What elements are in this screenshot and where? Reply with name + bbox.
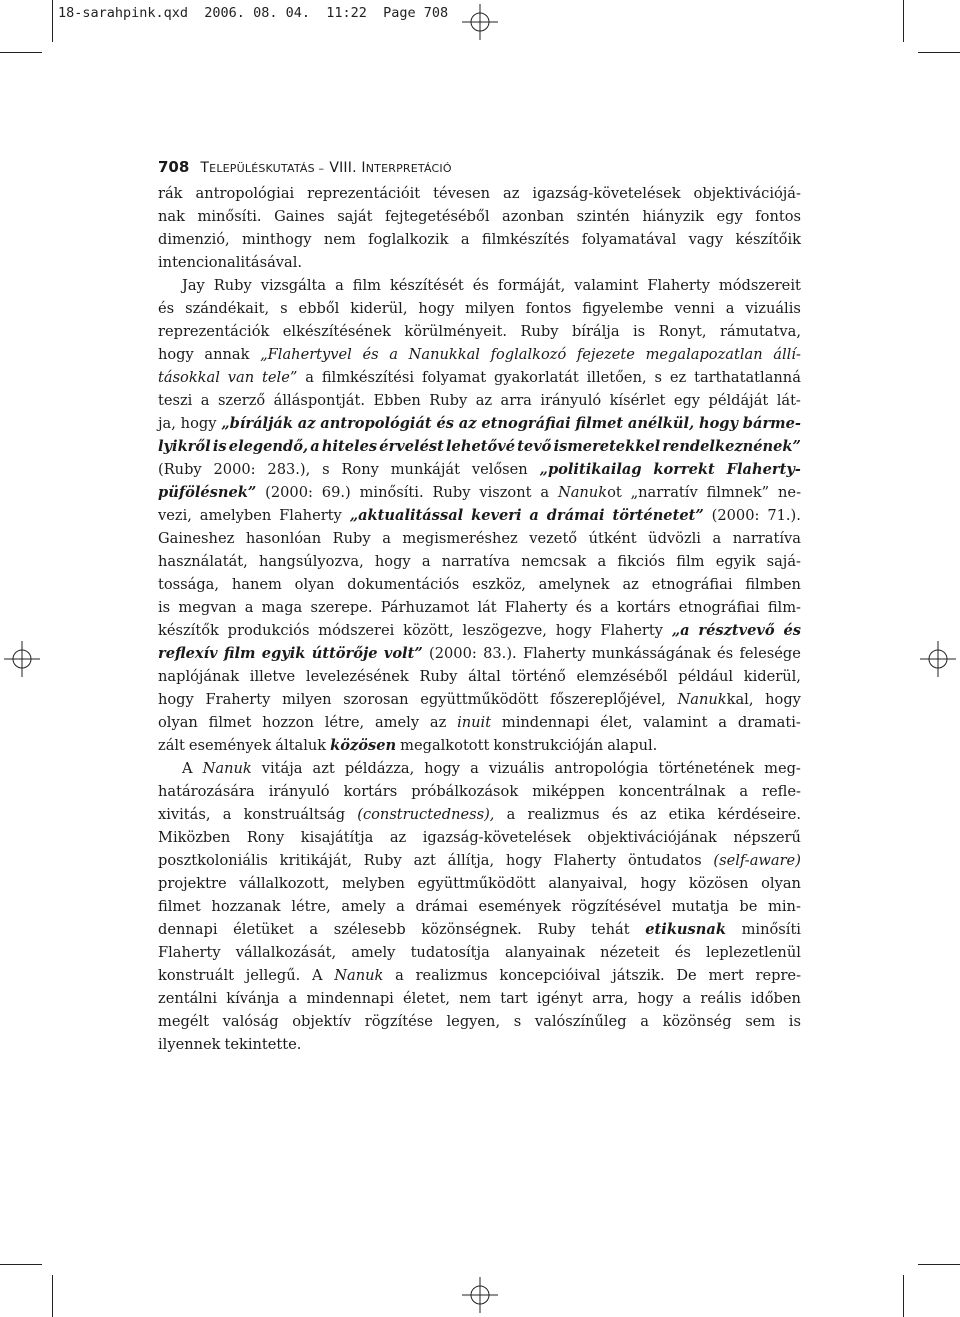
- text-line: Miközben Rony kisajátítja az igazság-követelések objektivációjának népszerű: [158, 829, 801, 846]
- text-line: reprezentációk elkészítésének körülményeit. Ruby bírálja is Ronyt, rámutatva,: [158, 323, 801, 340]
- crop-mark-top-right-h: [918, 52, 960, 53]
- text-line: A Nanuk vitája azt példázza, hogy a vizuális antropológia történetének meg-: [182, 760, 801, 777]
- text-line: határozására irányuló kortárs próbálkozások miképpen koncentrálnak a refle-: [158, 783, 801, 800]
- crop-mark-top-left-v: [52, 0, 53, 42]
- text-line: lyikről is elegendő, a hiteles érvelést lehetővé tevő ismeretekkel rendelkeznének”: [158, 438, 801, 455]
- text-line: intencionalitásával.: [158, 254, 303, 271]
- text-line: rák antropológiai reprezentációit tévesen az igazság-követelések objektivációjá-: [158, 185, 801, 202]
- text-line: naplójának illetve levelezésének Ruby által történő elemzéséből például kiderül,: [158, 668, 801, 685]
- crop-mark-bottom-right-h: [918, 1264, 960, 1265]
- registration-mark-right: [920, 641, 956, 677]
- running-header: [158, 157, 452, 176]
- crop-mark-bottom-left-v: [52, 1275, 53, 1317]
- section-title-2: VIII. INTERPRETÁCIÓ: [329, 160, 452, 176]
- text-line: ilyennek tekintette.: [158, 1036, 302, 1053]
- crop-mark-top-right-v: [903, 0, 904, 42]
- text-line: tossága, hanem olyan dokumentációs eszköz, amelynek az etnográfiai filmben: [158, 576, 801, 593]
- text-line: konstruált jellegű. A Nanuk a realizmus koncepcióival játszik. De mert repre-: [158, 967, 801, 984]
- text-line: hogy annak „Flahertyvel és a Nanukkal foglalkozó fejezete megalapozatlan állí-: [158, 346, 801, 363]
- text-line: xivitás, a konstruáltság (constructedness), a realizmus és az etika kérdéseire.: [158, 806, 801, 823]
- crop-mark-bottom-right-v: [903, 1275, 904, 1317]
- section-title-1: TELEPÜLÉSKUTATÁS: [200, 160, 315, 176]
- text-line: nak minősíti. Gaines saját fejtegetéséből azonban szintén hiányzik egy fontos: [158, 208, 801, 225]
- text-line: készítők produkciós módszerei között, leszögezve, hogy Flaherty „a résztvevő és: [158, 622, 801, 639]
- text-line: hogy Fraherty milyen szorosan együttműködött főszereplőjével, Nanukkal, hogy: [158, 691, 801, 708]
- text-line: reflexív film egyik úttörője volt” (2000: 83.). Flaherty munkásságának és felesége: [158, 645, 801, 662]
- body-text: [158, 182, 801, 1056]
- crop-mark-top-left-h: [0, 52, 42, 53]
- registration-mark-top: [462, 4, 498, 40]
- text-line: megélt valóság objektív rögzítése legyen, s valószínűleg a közönség sem is: [158, 1013, 801, 1030]
- text-line: zentálni kívánja a mindennapi életet, nem tart igényt arra, hogy a reális időben: [158, 990, 801, 1007]
- registration-mark-bottom: [462, 1277, 498, 1313]
- registration-mark-left: [4, 641, 40, 677]
- text-line: használatát, hangsúlyozva, hogy a narratíva nemcsak a fikciós film egyik sajá-: [158, 553, 801, 570]
- text-line: püfölésnek” (2000: 69.) minősíti. Ruby viszont a Nanukot „narratív filmnek” ne-: [158, 484, 801, 501]
- text-line: is megvan a maga szerepe. Párhuzamot lát Flaherty és a kortárs etnográfiai film-: [158, 599, 801, 616]
- text-line: teszi a szerző álláspontját. Ebben Ruby az arra irányuló kísérlet egy példáját lát-: [158, 392, 801, 409]
- crop-mark-bottom-left-h: [0, 1264, 42, 1265]
- text-line: Flaherty vállalkozását, amely tudatosítja alanyainak nézeteit és leplezetlenül: [158, 944, 801, 961]
- text-line: posztkoloniális kritikáját, Ruby azt állítja, hogy Flaherty öntudatos (self-aware): [158, 852, 801, 869]
- text-line: dennapi életüket a szélesebb közönségnek. Ruby tehát etikusnak minősíti: [158, 921, 801, 938]
- text-line: és szándékait, s ebből kiderül, hogy milyen fontos figyelembe venni a vizuális: [158, 300, 801, 317]
- page-number: 708: [158, 158, 190, 176]
- text-line: ja, hogy „bírálják az antropológiát és az etnográfiai filmet anélkül, hogy bárme-: [158, 415, 801, 432]
- text-line: dimenzió, minthogy nem foglalkozik a filmkészítés folyamatával vagy készítőik: [158, 231, 801, 248]
- text-line: (Ruby 2000: 283.), s Rony munkáját velősen „politikailag korrekt Flaherty-: [158, 461, 801, 478]
- print-slug-line: 18-sarahpink.qxd 2006. 08. 04. 11:22 Page 708: [58, 5, 449, 21]
- text-line: projektre vállalkozott, melyben együttműködött alanyaival, hogy közösen olyan: [158, 875, 801, 892]
- text-line: Jay Ruby vizsgálta a film készítését és formáját, valamint Flaherty módszereit: [182, 277, 801, 294]
- header-separator: –: [318, 162, 325, 175]
- text-line: olyan filmet hozzon létre, amely az inuit mindennapi élet, valamint a dramati-: [158, 714, 801, 731]
- text-line: zált események általuk közösen megalkotott konstrukcióján alapul.: [158, 737, 658, 754]
- text-line: tásokkal van tele” a filmkészítési folyamat gyakorlatát illetően, s ez tarthatatlanná: [158, 369, 801, 386]
- text-line: Gaineshez hasonlóan Ruby a megismeréshez vezető útként üdvözli a narratíva: [158, 530, 801, 547]
- text-line: vezi, amelyben Flaherty „aktualitással keveri a drámai történetet” (2000: 71.).: [158, 507, 801, 524]
- text-line: filmet hozzanak létre, amely a drámai események rögzítésével mutatja be min-: [158, 898, 801, 915]
